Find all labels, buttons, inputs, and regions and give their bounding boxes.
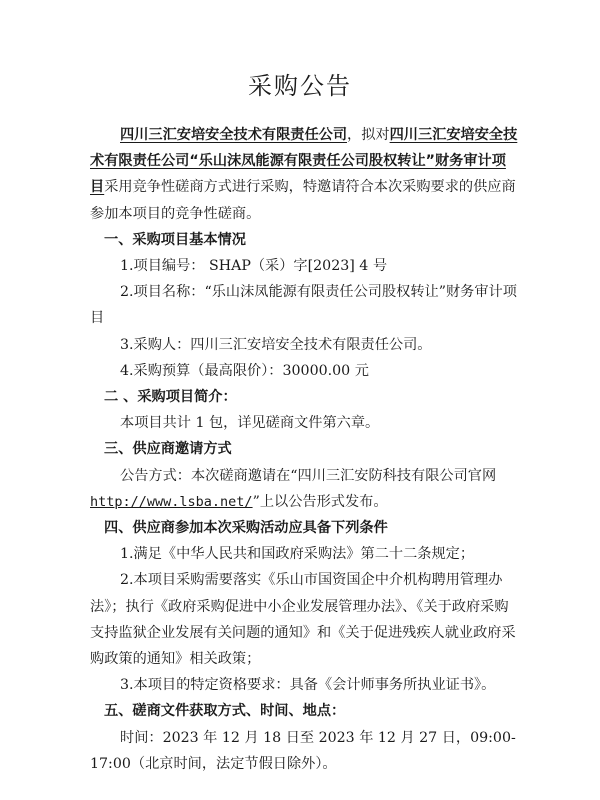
document-body <box>90 122 520 777</box>
section-3-heading: 三、供应商邀请方式 <box>104 441 232 458</box>
section-4-item-1: 1.满足《中华人民共和国政府采购法》第二十二条规定； <box>120 546 475 563</box>
section-4-item-2: 2.本项目采购需要落实《乐山市国资国企中介机构聘用管理办法》；执行《政府采购促进中小企业发展管理办法》、《关于政府采购支持监狱企业发展有关问题的通知》和《关于促进残疾人就业政府采购政策的通知》相关政策； <box>90 572 516 668</box>
intro-text-1: ，拟对 <box>347 127 390 143</box>
intro-project-ref: 四川三汇安培安全技术有限责任公司“乐山沫凤能源有限责任公司股权转让”财务审计项目 <box>90 127 518 196</box>
section-1-item-1: 1.项目编号： SHAP（采）字[2023] 4 号 <box>120 258 388 275</box>
page-title: 采购公告 <box>248 72 352 100</box>
section-1-item-2: 2.项目名称：“乐山沫凤能源有限责任公司股权转让”财务审计项目 <box>90 284 517 327</box>
section-1-item-4: 4.采购预算（最高限价）：30000.00 元 <box>120 362 369 379</box>
website-link[interactable]: http://www.lsba.net/ <box>90 493 253 510</box>
section-3-text-after: ”上以公告形式发布。 <box>252 493 388 510</box>
section-3-text-before: 公告方式：本次磋商邀请在“四川三汇安防科技有限公司官网 <box>120 467 497 484</box>
section-2-body: 本项目共计 1 包，详见磋商文件第六章。 <box>120 415 380 432</box>
section-5-body: 时间：2023 年 12 月 18 日至 2023 年 12 月 27 日，09:00- 17:00（北京时间，法定节假日除外）。 <box>90 729 516 772</box>
section-4-item-3: 3.本项目的特定资格要求：具备《会计师事务所执业证书》。 <box>120 677 496 694</box>
intro-paragraph <box>90 122 520 227</box>
section-1-heading: 一、采购项目基本情况 <box>104 231 246 248</box>
intro-company: 四川三汇安培安全技术有限责任公司 <box>120 127 348 143</box>
section-4-heading: 四、供应商参加本次采购活动应具备下列条件 <box>104 520 388 537</box>
section-3-body <box>90 463 520 515</box>
section-5-heading: 五、磋商文件获取方式、时间、地点： <box>104 703 346 720</box>
section-2-heading: 二 、采购项目简介： <box>104 389 237 406</box>
intro-text-2: 采用竞争性磋商方式进行采购，特邀请符合本次采购要求的供应商参加本项目的竞争性磋商。 <box>90 179 516 222</box>
section-1-item-3: 3.采购人：四川三汇安培安全技术有限责任公司。 <box>120 336 432 353</box>
